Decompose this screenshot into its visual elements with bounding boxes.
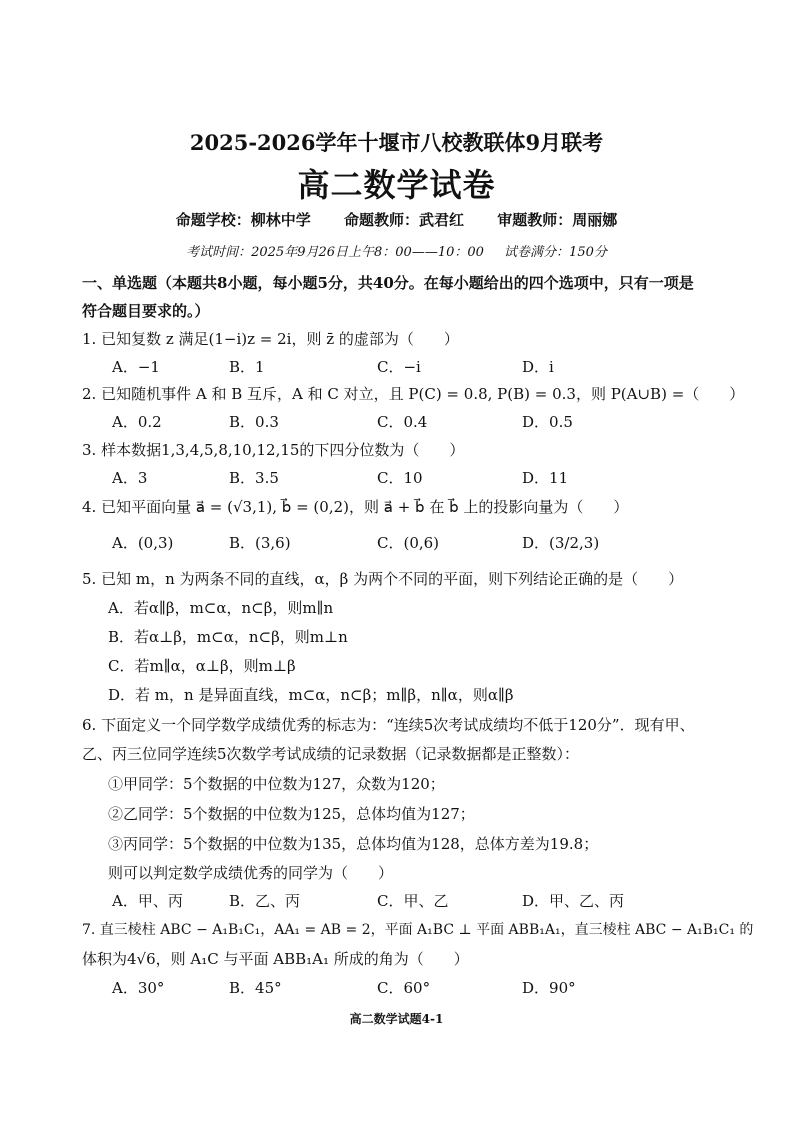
q6-option-a: A．甲、丙 <box>112 892 183 910</box>
q6-item-2: ②乙同学：5个数据的中位数为125，总体均值为127； <box>108 805 475 823</box>
exam-meta <box>0 209 793 230</box>
q2-option-c: C．0.4 <box>377 413 428 431</box>
q2-option-a: A．0.2 <box>112 413 162 431</box>
q6-question: 则可以判定数学成绩优秀的同学为（ ） <box>108 864 394 882</box>
q4-stem: 4. 已知平面向量 a⃗ = (√3,1), b⃗ = (0,2)，则 a⃗ + b⃗ 在 b⃗ 上的投影向量为（ ） <box>82 498 629 516</box>
q3-option-b: B．3.5 <box>229 469 279 487</box>
q6-stem-line1: 6. 下面定义一个同学数学成绩优秀的标志为：“连续5次考试成绩均不低于120分”．现有甲、 <box>82 716 695 734</box>
q5-option-d: D．若 m，n 是异面直线，m⊂α，n⊂β；m∥β，n∥α，则α∥β <box>108 686 514 704</box>
q7-option-d: D．90° <box>522 979 576 997</box>
q5-option-a: A．若α∥β，m⊂α，n⊂β，则m∥n <box>108 599 334 617</box>
q5-option-c: C．若m∥α，α⊥β，则m⊥β <box>108 657 296 675</box>
q1-option-d: D．i <box>522 358 554 376</box>
q7-stem-line1: 7. 直三棱柱 ABC − A₁B₁C₁，AA₁ = AB = 2，平面 A₁BC ⊥ 平面 ABB₁A₁，直三棱柱 ABC − A₁B₁C₁ 的 <box>82 922 754 938</box>
q1-option-a: A．−1 <box>112 358 160 376</box>
q2-option-d: D．0.5 <box>522 413 573 431</box>
q4-option-c: C．(0,6) <box>377 534 440 552</box>
q6-stem-line2: 乙、丙三位同学连续5次数学考试成绩的记录数据（记录数据都是正整数）： <box>82 745 580 763</box>
q2-stem: 2. 已知随机事件 A 和 B 互斥，A 和 C 对立，且 P(C) = 0.8, P(B) = 0.3，则 P(A∪B) =（ ） <box>82 385 745 403</box>
q1-stem: 1. 已知复数 z 满足(1−i)z = 2i，则 z̄ 的虚部为（ ） <box>82 330 459 348</box>
q1-option-b: B．1 <box>229 358 265 376</box>
q1-option-c: C．−i <box>377 358 421 376</box>
q4-option-b: B．(3,6) <box>229 534 291 552</box>
q3-option-a: A．3 <box>112 469 148 487</box>
exam-title: 2025-2026学年十堰市八校教联体9月联考 <box>189 130 604 155</box>
q6-item-3: ③丙同学：5个数据的中位数为135，总体均值为128，总体方差为19.8； <box>108 835 599 853</box>
school: 命题学校：柳林中学 <box>175 211 311 229</box>
exam-subject: 高二数学试卷 <box>297 166 496 204</box>
q7-option-a: A．30° <box>112 979 165 997</box>
q6-option-d: D．甲、乙、丙 <box>522 892 625 910</box>
q5-option-b: B．若α⊥β，m⊂α，n⊂β，则m⊥n <box>108 628 348 646</box>
q7-option-b: B．45° <box>229 979 282 997</box>
exam-info <box>0 241 793 260</box>
q6-option-b: B．乙、丙 <box>229 892 301 910</box>
q5-stem: 5. 已知 m，n 为两条不同的直线，α，β 为两个不同的平面，则下列结论正确的是（ ） <box>82 570 684 588</box>
q3-option-c: C．10 <box>377 469 423 487</box>
q3-stem: 3. 样本数据1,3,4,5,8,10,12,15的下四分位数为（ ） <box>82 441 465 459</box>
q7-stem-line2: 体积为4√6，则 A₁C 与平面 ABB₁A₁ 所成的角为（ ） <box>82 950 469 968</box>
q4-option-a: A．(0,3) <box>112 534 174 552</box>
page-footer: 高二数学试题4-1 <box>349 1012 444 1026</box>
q4-option-d: D．(3/2,3) <box>522 534 600 552</box>
q6-item-1: ①甲同学：5个数据的中位数为127，众数为120； <box>108 775 445 793</box>
reviewer: 审题教师：周丽娜 <box>497 211 618 229</box>
exam-score: 试卷满分：150分 <box>504 245 607 260</box>
section-heading-line1: 一、单选题（本题共8小题，每小题5分，共40分。在每小题给出的四个选项中，只有一项是 <box>82 274 694 292</box>
q6-option-c: C．甲、乙 <box>377 892 449 910</box>
exam-time: 考试时间：2025年9月26日上午8：00——10：00 <box>186 245 484 260</box>
q3-option-d: D．11 <box>522 469 569 487</box>
author: 命题教师：武君红 <box>343 211 464 229</box>
q7-option-c: C．60° <box>377 979 431 997</box>
section-heading-line2: 符合题目要求的。） <box>82 302 210 320</box>
q2-option-b: B．0.3 <box>229 413 279 431</box>
